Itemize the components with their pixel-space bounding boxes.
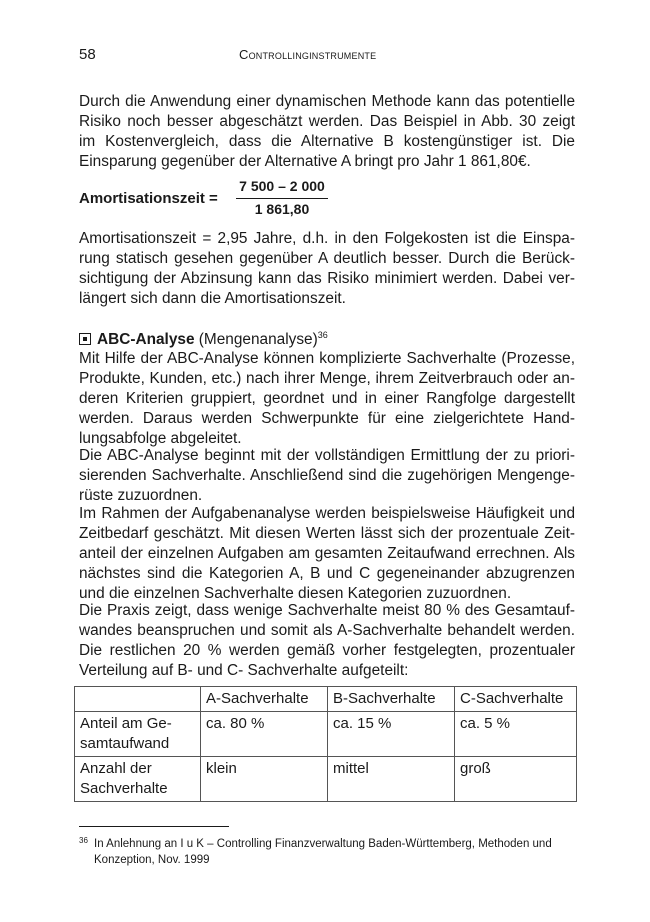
section-title: ABC-Analyse [97,331,195,348]
page-number: 58 [79,46,96,63]
paragraph-practice: Die Praxis zeigt, dass wenige Sachverhalte meist 80 % des Gesamtaufwandes beanspruchen und somit als A-Sachverhalte behandelt werden. Die restlichen 20 % werden gemäß vorher festgelegten, prozentualer Verteilung auf B- und C- Sachverhalte aufgeteilt: [79,602,575,679]
section-subtitle: (Mengenanalyse) [194,331,318,348]
table-header-cell: C-Sachverhalte [455,687,577,712]
footnote-divider [79,826,229,827]
paragraph-task-analysis: Im Rahmen der Aufgabenanalyse werden beispielsweise Häufigkeit und Zeitbedarf geschätzt. Mit diesen Werten lässt sich der prozentuale Zeitanteil der einzelnen Aufgaben am gesamten Zeitaufwand errechnen. Als nächstes sind die Kategorien A, B und C gegeneinander abzugrenzen und die einzelnen Sachverhalte diesen Kategorien zuzuordnen. [79,505,575,602]
running-title: Controllinginstrumente [239,47,377,62]
table-row [75,757,577,802]
table-header-row [75,687,577,712]
formula-denominator: 1 861,80 [254,201,310,217]
paragraph-amortisation-result: Amortisationszeit = 2,95 Jahre, d.h. in den Folgekosten ist die Einsparung statisch gesehen gegenüber A deutlich besser. Durch die Berücksichtigung der Abzinsung kann das Risiko minimiert werden. Dabei verlängert sich dann die Amortisationszeit. [79,230,575,307]
table-cell: ca. 15 % [328,712,455,757]
table-row [75,712,577,757]
table-header-cell: B-Sachverhalte [328,687,455,712]
table-row-label: Anzahl der Sachverhalte [75,757,201,802]
footnote-reference[interactable]: 36 [317,330,328,340]
table-cell: mittel [328,757,455,802]
formula-numerator: 7 500 – 2 000 [239,178,325,194]
paragraph-dynamic-method: Durch die Anwendung einer dynamischen Methode kann das potentielle Risiko noch besser abgeschätzt werden. Das Beispiel in Abb. 30 zeigt im Kostenvergleich, dass die Alternative B kostengünstiger ist. Die Einsparung gegenüber der Alternative A bringt pro Jahr 1 861,80€. [79,93,575,170]
paragraph-abc-intro: Mit Hilfe der ABC-Analyse können komplizierte Sachverhalte (Prozesse, Produkte, Kunden, etc.) nach ihrer Menge, ihrem Zeitverbrauch oder anderen Kriterien gruppiert, geordnet und in einer Rangfolge dargestellt werden. Daraus werden Schwerpunkte für eine zielgerichtete Handlungsabfolge abgeleitet. [79,350,575,447]
section-heading [79,325,328,350]
table-cell: groß [455,757,577,802]
table-cell: klein [201,757,328,802]
footnote-text: In Anlehnung an I u K – Controlling Finanzverwaltung Baden-Württemberg, Methoden und Konzeption, Nov. 1999 [94,838,552,866]
abc-category-table [74,686,577,802]
page-header [79,46,575,66]
footnote [79,836,575,868]
table-header-cell [75,687,201,712]
table-header-cell: A-Sachverhalte [201,687,328,712]
formula-amortisation [79,176,379,226]
footnote-number: 36 [79,836,88,845]
table-cell: ca. 80 % [201,712,328,757]
formula-label: Amortisationszeit = [79,190,218,207]
table-cell: ca. 5 % [455,712,577,757]
table-row-label: Anteil am Gesamtaufwand [75,712,201,757]
paragraph-abc-start: Die ABC-Analyse beginnt mit der vollständigen Ermittlung der zu priorisierenden Sachverhalte. Anschließend sind die zugehörigen Mengengerüste zuzuordnen. [79,447,575,504]
boxed-square-bullet-icon [79,333,91,345]
fraction-bar [236,198,328,199]
